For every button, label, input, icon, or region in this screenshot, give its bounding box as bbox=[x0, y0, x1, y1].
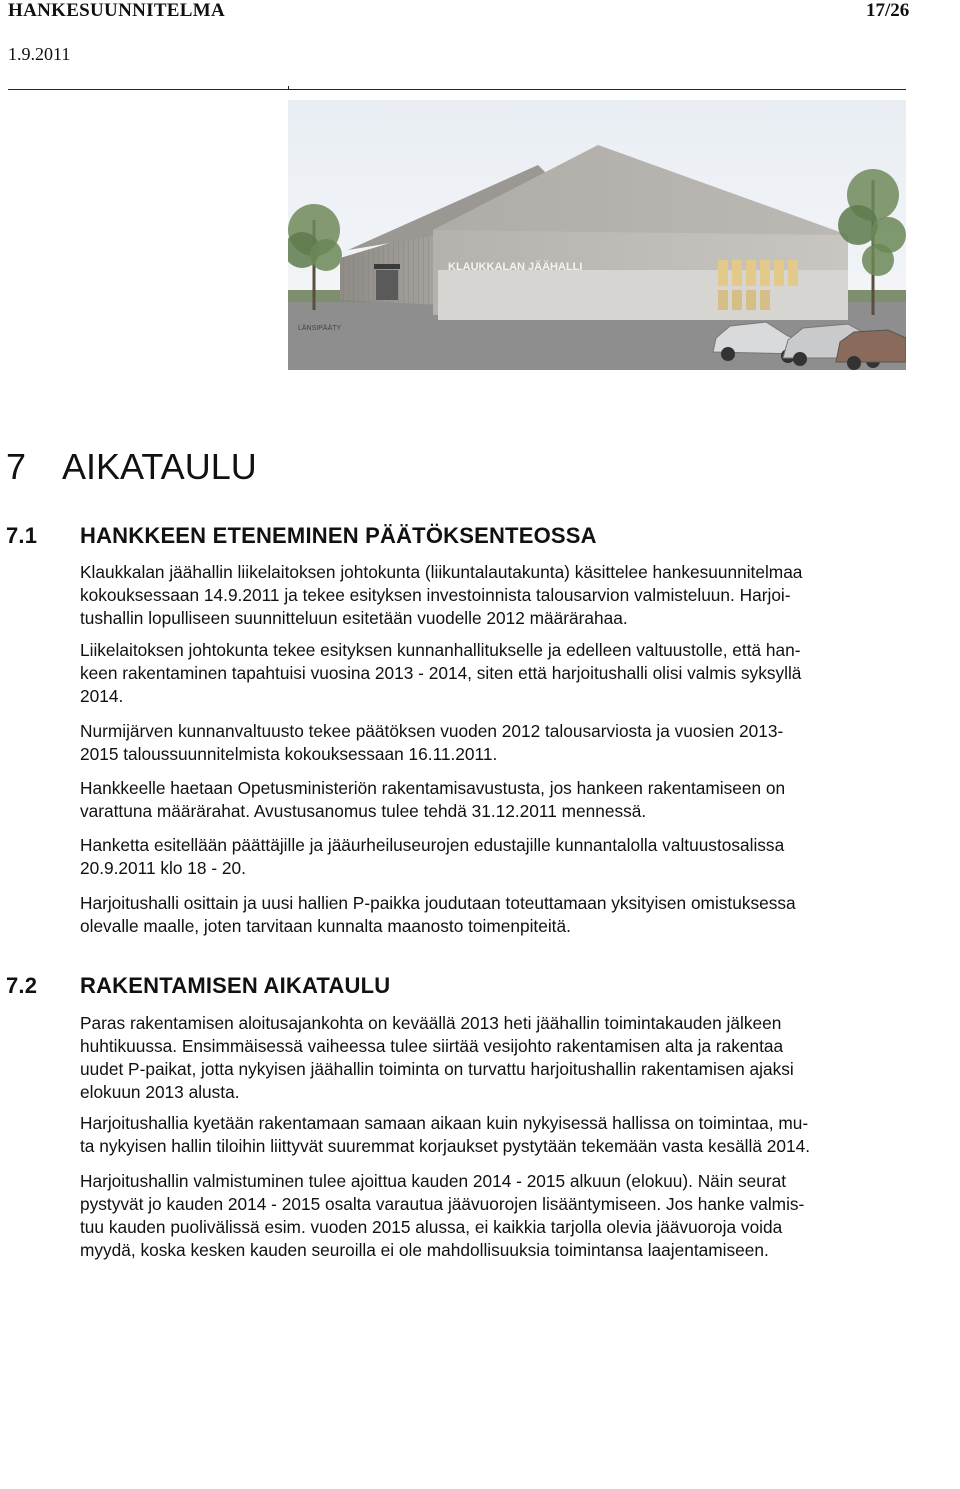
paragraph-line: Nurmijärven kunnanvaltuusto tekee päätöksen vuoden 2012 talousarviosta ja vuosien 2013- bbox=[80, 721, 784, 741]
paragraph-line: ta nykyisen hallin tiloihin liittyvät suuremmat korjaukset pystytään tekemään vasta kesällä 2014. bbox=[80, 1136, 811, 1156]
paragraph-line: tuu kauden puolivälissä esim. vuoden 2015 alussa, ei kaikkia tarjolla olevia jäävuoroja voida bbox=[80, 1217, 783, 1237]
document-title: HANKESUUNNITELMA bbox=[8, 0, 225, 21]
paragraph-line: Klaukkalan jäähallin liikelaitoksen johtokunta (liikuntalautakunta) käsittelee hankesuunnitelmaa bbox=[80, 562, 803, 582]
paragraph-line: Harjoitushallin valmistuminen tulee ajoittua kauden 2014 - 2015 alkuun (elokuu). Näin seurat bbox=[80, 1171, 787, 1191]
section-7-title: AIKATAULU bbox=[62, 446, 257, 487]
paragraph-line: varattuna määrärahat. Avustusanomus tulee tehdä 31.12.2011 mennessä. bbox=[80, 801, 647, 821]
paragraph-line: 20.9.2011 klo 18 - 20. bbox=[80, 858, 246, 878]
paragraph bbox=[80, 1112, 910, 1158]
section-7-2-title: RAKENTAMISEN AIKATAULU bbox=[80, 973, 391, 998]
corner-label: LÄNSIPÄÄTY bbox=[298, 325, 342, 332]
paragraph-line: kokouksessaan 14.9.2011 ja tekee esityksen investoinnista talousarvion valmisteluun. Harjoi- bbox=[80, 585, 791, 605]
paragraph bbox=[80, 834, 910, 880]
paragraph-line: pystyvät jo kauden 2014 - 2015 osalta varautua jäävuorojen lisääntymiseen. Jos hanke valmis- bbox=[80, 1194, 805, 1214]
building-sign: KLAUKKALAN JÄÄHALLI bbox=[448, 261, 583, 273]
paragraph-line: myydä, koska kesken kauden seuroilla ei ole mahdollisuuksia toimintansa laajentamiseen. bbox=[80, 1240, 769, 1260]
ice-hall-rendering bbox=[288, 100, 906, 370]
header-rule bbox=[8, 89, 906, 90]
section-7-number: 7 bbox=[6, 446, 27, 487]
paragraph-line: tushallin lopulliseen suunnitteluun esitetään vuodelle 2012 määrärahaa. bbox=[80, 608, 628, 628]
page-number: 17/26 bbox=[866, 0, 910, 21]
paragraph bbox=[80, 639, 910, 708]
paragraph bbox=[80, 777, 910, 823]
paragraph-line: Liikelaitoksen johtokunta tekee esityksen kunnanhallitukselle ja edelleen valtuustolle, että han- bbox=[80, 640, 801, 660]
paragraph bbox=[80, 1170, 910, 1262]
paragraph-line: elokuun 2013 alusta. bbox=[80, 1082, 240, 1102]
header-rule-notch bbox=[288, 86, 289, 90]
paragraph-line: huhtikuussa. Ensimmäisessä vaiheessa tulee siirtää vesijohto rakentamisen alta ja rakentaa bbox=[80, 1036, 784, 1056]
paragraph-line: 2014. bbox=[80, 686, 124, 706]
paragraph bbox=[80, 892, 910, 938]
section-7-2-heading bbox=[6, 973, 390, 999]
paragraph-line: Harjoitushallia kyetään rakentamaan samaan aikaan kuin nykyisessä hallissa on toimintaa, mu- bbox=[80, 1113, 809, 1133]
paragraph-line: Paras rakentamisen aloitusajankohta on keväällä 2013 heti jäähallin toimintakauden jälkeen bbox=[80, 1013, 782, 1033]
section-7-1-heading bbox=[6, 523, 597, 549]
paragraph bbox=[80, 561, 910, 630]
paragraph-line: Harjoitushalli osittain ja uusi hallien P-paikka joudutaan toteuttamaan yksityisen omistuksessa bbox=[80, 893, 796, 913]
document-date: 1.9.2011 bbox=[8, 44, 71, 64]
section-7-1-number: 7.1 bbox=[6, 523, 38, 548]
paragraph bbox=[80, 720, 910, 766]
paragraph-line: Hanketta esitellään päättäjille ja jääurheiluseurojen edustajille kunnantalolla valtuustosalissa bbox=[80, 835, 785, 855]
section-7-heading bbox=[6, 446, 257, 488]
paragraph bbox=[80, 1012, 910, 1104]
section-7-1-title: HANKKEEN ETENEMINEN PÄÄTÖKSENTEOSSA bbox=[80, 523, 597, 548]
section-7-2-number: 7.2 bbox=[6, 973, 38, 998]
paragraph-line: 2015 taloussuunnitelmista kokouksessaan 16.11.2011. bbox=[80, 744, 498, 764]
paragraph-line: keen rakentaminen tapahtuisi vuosina 2013 - 2014, siten että harjoitushalli olisi valmis syksyllä bbox=[80, 663, 802, 683]
paragraph-line: olevalle maalle, joten tarvitaan kunnalta maanosto toimenpiteitä. bbox=[80, 916, 571, 936]
paragraph-line: uudet P-paikat, jotta nykyisen jäähallin toiminta on turvattu harjoitushallin rakentamisen ajaksi bbox=[80, 1059, 794, 1079]
paragraph-line: Hankkeelle haetaan Opetusministeriön rakentamisavustusta, jos hankeen rakentamiseen on bbox=[80, 778, 786, 798]
